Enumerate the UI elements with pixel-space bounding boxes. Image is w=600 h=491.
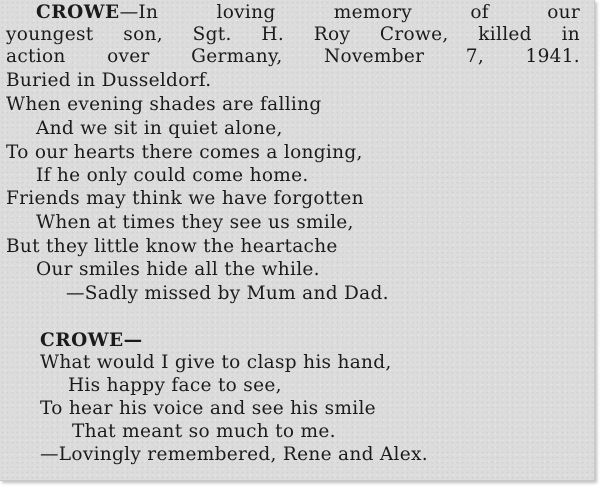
notice2-poem-line: That meant so much to me. bbox=[72, 421, 336, 442]
notice1-intro-rest: —In loving memory of our bbox=[119, 2, 580, 23]
notice1-poem-line: To our hearts there comes a longing, bbox=[6, 142, 363, 163]
notice1-intro bbox=[6, 2, 580, 24]
notice1-surname: CROWE bbox=[36, 2, 120, 23]
notice1-poem-line: And we sit in quiet alone, bbox=[36, 118, 283, 139]
notice1-line-3: Buried in Dusseldorf. bbox=[6, 70, 212, 91]
notice2-poem-line: His happy face to see, bbox=[68, 375, 282, 396]
notice1-line-2: action over Germany, November 7, 1941. bbox=[6, 46, 580, 67]
notice1-poem-line: Our smiles hide all the while. bbox=[36, 259, 320, 280]
notice1-poem-line: Friends may think we have forgotten bbox=[6, 188, 364, 209]
notice2-poem-line: What would I give to clasp his hand, bbox=[40, 352, 392, 373]
notice2-poem-line: To hear his voice and see his smile bbox=[40, 398, 376, 419]
notice1-signature: —Sadly missed by Mum and Dad. bbox=[66, 283, 389, 304]
notice1-line-1: youngest son, Sgt. H. Roy Crowe, killed in bbox=[6, 24, 580, 45]
notice2-signature: —Lovingly remembered, Rene and Alex. bbox=[40, 444, 428, 465]
notice1-poem-line: When at times they see us smile, bbox=[36, 212, 354, 233]
notice1-poem-line: When evening shades are falling bbox=[6, 94, 322, 115]
notice1-poem-line: If he only could come home. bbox=[36, 165, 309, 186]
notice2-heading: CROWE— bbox=[40, 330, 143, 351]
notice1-poem-line: But they little know the heartache bbox=[6, 236, 338, 257]
